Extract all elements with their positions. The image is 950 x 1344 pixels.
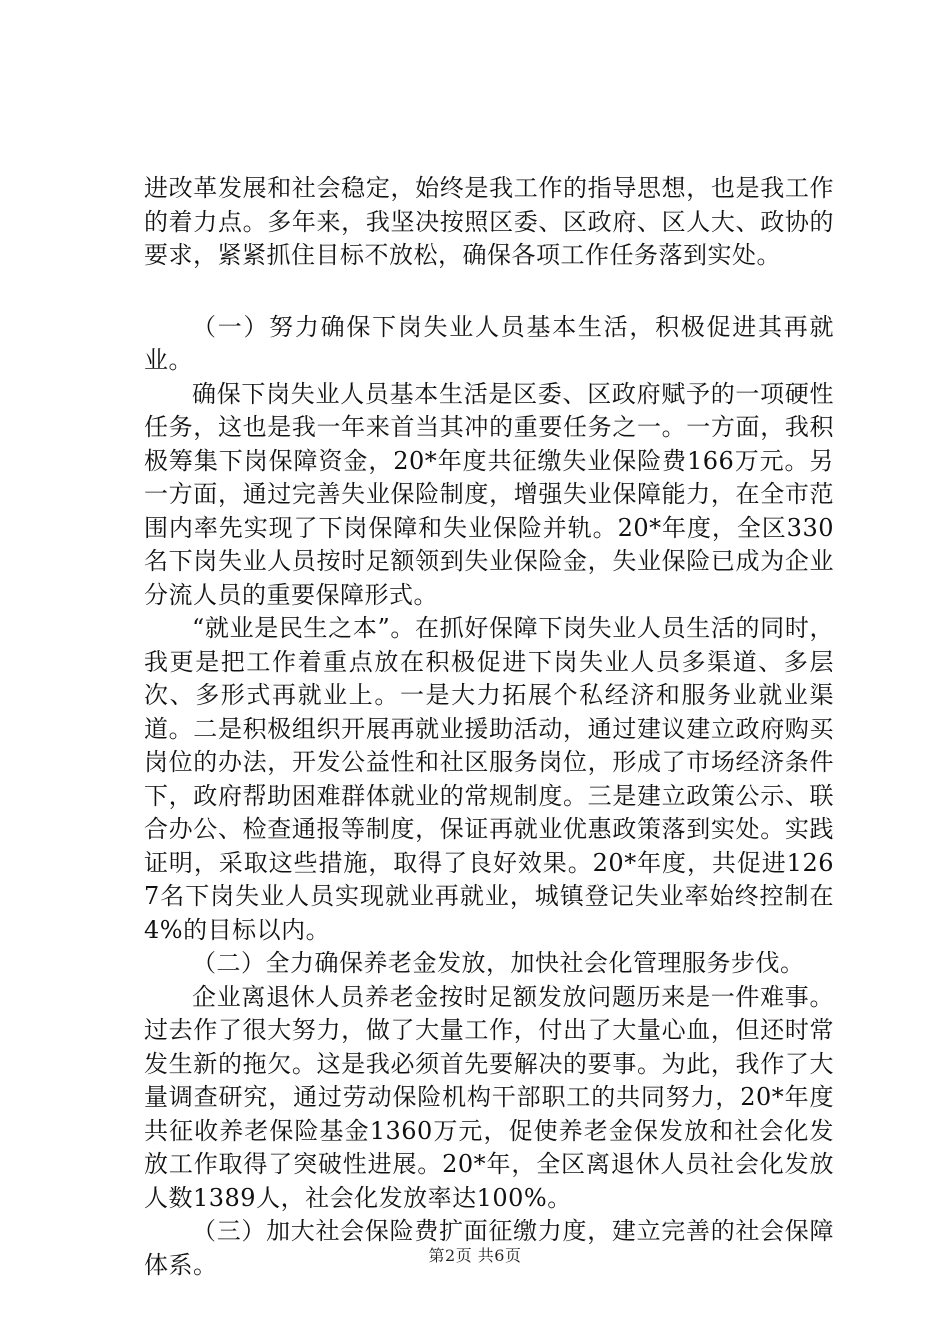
section-heading-3: （三）加大社会保险费扩面征缴力度，建立完善的社会保障体系。 [144, 1217, 834, 1279]
paragraph-reemployment: “就业是民生之本”。在抓好保障下岗失业人员生活的同时，我更是把工作着重点放在积极促进下岗失业人员多渠道、多层次、多形式再就业上。一是大力拓展个私经济和服务业就业渠道。二是积极组织开展再就业援助活动，通过建议建立政府购买岗位的办法，开发公益性和社区服务岗位，形成了市场经济条件下，政府帮助困难群体就业的常规制度。三是建立政策公示、联合办公、检查通报等制度，保证再就业优惠政策落到实处。实践证明，采取这些措施，取得了良好效果。20*年度，共促进1267名下岗失业人员实现就业再就业，城镇登记失业率始终控制在4%的目标以内。 [144, 614, 834, 944]
paragraph-intro: 进改革发展和社会稳定，始终是我工作的指导思想，也是我工作的着力点。多年来，我坚决按照区委、区政府、区人大、政协的要求，紧紧抓住目标不放松，确保各项工作任务落到实处。 [144, 174, 834, 269]
section-heading-2: （二）全力确保养老金发放，加快社会化管理服务步伐。 [192, 949, 805, 977]
page-footer: 第2页 共6页 [428, 1246, 522, 1265]
document-body [144, 172, 834, 1282]
paragraph-unemployment-insurance: 确保下岗失业人员基本生活是区委、区政府赋予的一项硬性任务，这也是我一年来首当其冲的重要任务之一。一方面，我积极筹集下岗保障资金，20*年度共征缴失业保险费166万元。另一方面，通过完善失业保险制度，增强失业保障能力，在全市范围内率先实现了下岗保障和失业保险并轨。20*年度，全区330名下岗失业人员按时足额领到失业保险金，失业保险已成为企业分流人员的重要保障形式。 [144, 379, 834, 609]
section-heading-1: （一）努力确保下岗失业人员基本生活，积极促进其再就业。 [144, 312, 834, 374]
paragraph-pension: 企业离退休人员养老金按时足额发放问题历来是一件难事。过去作了很大努力，做了大量工作，付出了大量心血，但还时常发生新的拖欠。这是我必须首先要解决的要事。为此，我作了大量调查研究，通过劳动保险机构干部职工的共同努力，20*年度共征收养老保险基金1360万元，促使养老金保发放和社会化发放工作取得了突破性进展。20*年，全区离退休人员社会化发放人数1389人，社会化发放率达100%。 [144, 982, 834, 1212]
